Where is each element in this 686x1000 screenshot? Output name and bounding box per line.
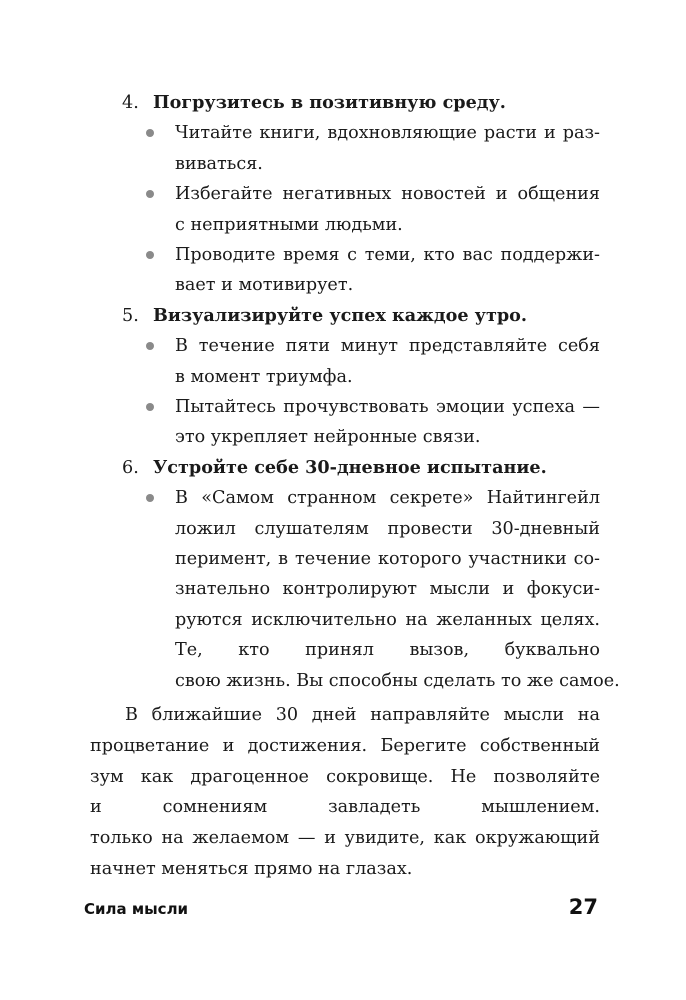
paragraph-line: только на желаемом — и увидите, как окружающий bbox=[90, 828, 600, 849]
list-item-heading: Устройте себе 30-дневное испытание. bbox=[153, 456, 547, 478]
paragraph-line: В ближайшие 30 дней направляйте мысли на bbox=[125, 705, 600, 725]
paragraph-line: зум как драгоценное сокровище. Не позволяйте bbox=[90, 766, 600, 787]
list-item-heading: Погрузитесь в позитивную среду. bbox=[153, 92, 506, 113]
bullet-text-line: знательно контролируют мысли и фокуси- bbox=[175, 579, 600, 600]
bullet-text-line: Читайте книги, вдохновляющие расти и раз- bbox=[175, 123, 600, 144]
bullet-icon bbox=[146, 129, 154, 137]
paragraph-line: начнет меняться прямо на глазах. bbox=[90, 859, 413, 879]
bullet-text-line: вает и мотивирует. bbox=[175, 275, 354, 296]
bullet-text-line: с неприятными людьми. bbox=[175, 214, 403, 235]
bullet-text-line: свою жизнь. Вы способны сделать то же самое. bbox=[175, 670, 620, 691]
bullet-text-line: Проводите время с теми, кто вас поддержи- bbox=[175, 245, 600, 265]
bullet-text-line: Пытайтесь прочувствовать эмоции успеха — bbox=[175, 397, 600, 417]
paragraph-line: процветание и достижения. Берегите собственный bbox=[90, 735, 600, 756]
bullet-icon bbox=[146, 342, 154, 350]
bullet-text-line: ложил слушателям провести 30-дневный bbox=[175, 518, 600, 539]
bullet-text-line: в момент триумфа. bbox=[175, 366, 353, 387]
paragraph-line: и сомнениям завладеть мышлением. bbox=[90, 797, 600, 818]
bullet-text-line: руются исключительно на желанных целях. bbox=[175, 609, 600, 630]
list-item-number: 4. bbox=[122, 93, 139, 113]
bullet-text-line: виваться. bbox=[175, 153, 263, 174]
running-footer-title: Сила мысли bbox=[84, 900, 189, 918]
bullet-text-line: Те, кто принял вызов, буквально bbox=[175, 640, 600, 661]
bullet-icon bbox=[146, 251, 154, 259]
bullet-text-line: перимент, в течение которого участники со- bbox=[175, 549, 600, 569]
bullet-icon bbox=[146, 494, 154, 502]
bullet-text-line: это укрепляет нейронные связи. bbox=[175, 427, 481, 448]
list-item-number: 6. bbox=[122, 457, 139, 478]
list-item-number: 5. bbox=[122, 305, 139, 326]
page-number: 27 bbox=[568, 895, 598, 919]
list-item-heading: Визуализируйте успех каждое утро. bbox=[153, 304, 528, 326]
bullet-icon bbox=[146, 190, 154, 198]
bullet-text-line: В течение пяти минут представляйте себя bbox=[175, 336, 600, 357]
bullet-text-line: В «Самом странном секрете» Найтингейл bbox=[175, 488, 600, 509]
bullet-text-line: Избегайте негативных новостей и общения bbox=[175, 184, 600, 205]
bullet-icon bbox=[146, 403, 154, 411]
